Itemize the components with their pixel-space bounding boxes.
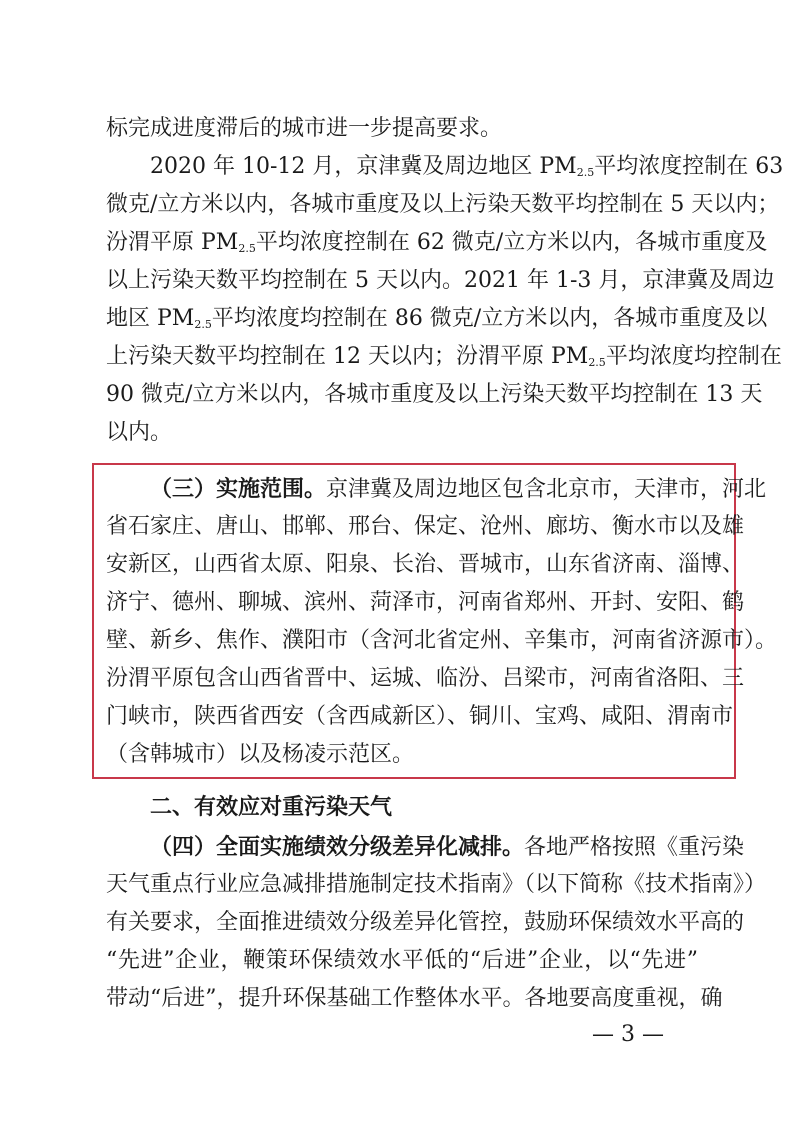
text-run: 天气重点行业应急减排措施制定技术指南》（以下简称《技术指南》） xyxy=(106,872,767,897)
paragraph-line xyxy=(106,342,782,372)
chapter-heading xyxy=(150,792,570,822)
text-run: 90 微克/立方米以内，各城市重度及以上污染天数平均控制在 13 天 xyxy=(106,382,763,407)
text-run: 京津冀及周边地区包含北京市，天津市，河北 xyxy=(326,477,767,502)
text-run: 平均浓度均控制在 86 微克/立方米以内，各城市重度及以 xyxy=(211,306,768,331)
paragraph-line xyxy=(150,152,784,182)
page-number-text: — 3 — xyxy=(592,1022,664,1047)
text-run: 安新区，山西省太原、阳泉、长治、晋城市，山东省济南、淄博、 xyxy=(106,552,745,577)
paragraph-line xyxy=(106,266,775,296)
text-run: 各地严格按照《重污染 xyxy=(524,835,745,860)
text-run: 省石家庄、唐山、邯郸、邢台、保定、沧州、廊坊、衡水市以及雄 xyxy=(106,514,745,539)
text-run: 有关要求，全面推进绩效分级差异化管控，鼓励环保绩效水平高的 xyxy=(106,910,745,935)
paragraph-line xyxy=(106,512,745,542)
text-run: 济宁、德州、聊城、滨州、菏泽市，河南省郑州、开封、安阳、鹤 xyxy=(106,590,745,615)
text-run: 平均浓度控制在 63 xyxy=(594,154,784,179)
text-run: 平均浓度均控制在 xyxy=(605,344,782,369)
paragraph-line xyxy=(106,984,723,1014)
paragraph-line xyxy=(106,908,745,938)
paragraph-line xyxy=(106,114,503,144)
text-run: 壁、新乡、焦作、濮阳市（含河北省定州、辛集市，河南省济源市）。 xyxy=(106,628,778,653)
paragraph-line xyxy=(106,550,745,580)
text-run: 微克/立方米以内，各城市重度及以上污染天数平均控制在 5 天以内； xyxy=(106,192,780,217)
text-run: 上污染天数平均控制在 12 天以内；汾渭平原 PM xyxy=(106,344,589,369)
text-run: “先进”企业，鞭策环保绩效水平低的“后进”企业，以“先进” xyxy=(106,948,698,973)
text-run: 汾渭平原包含山西省晋中、运城、临汾、吕梁市，河南省洛阳、三 xyxy=(106,666,745,691)
paragraph-line xyxy=(106,946,698,976)
text-run: 标完成进度滞后的城市进一步提高要求。 xyxy=(106,116,503,141)
paragraph-line xyxy=(106,626,778,656)
paragraph-line xyxy=(106,228,768,258)
paragraph-line xyxy=(106,870,767,900)
text-run: 2020 年 10-12 月，京津冀及周边地区 PM xyxy=(150,154,577,179)
paragraph-line xyxy=(106,664,745,694)
subscript: 2.5 xyxy=(588,356,606,369)
subscript: 2.5 xyxy=(238,242,256,255)
paragraph-line xyxy=(150,474,767,504)
paragraph-line xyxy=(106,588,745,618)
page-number xyxy=(592,1020,722,1050)
text-run: 带动“后进”，提升环保基础工作整体水平。各地要高度重视，确 xyxy=(106,986,723,1011)
heading-text: 二、有效应对重污染天气 xyxy=(150,794,393,820)
section-heading: （三）实施范围。 xyxy=(150,476,327,502)
text-run: 汾渭平原 PM xyxy=(106,230,239,255)
text-run: 地区 PM xyxy=(106,306,195,331)
paragraph-line xyxy=(106,304,768,334)
section-heading: （四）全面实施绩效分级差异化减排。 xyxy=(150,834,525,860)
text-run: （含韩城市）以及杨凌示范区。 xyxy=(106,742,415,767)
paragraph-line xyxy=(106,740,526,770)
text-run: 以内。 xyxy=(106,420,173,445)
paragraph-line xyxy=(106,380,763,410)
paragraph-line xyxy=(106,702,734,732)
paragraph-line xyxy=(150,832,745,862)
text-run: 门峡市，陕西省西安（含西咸新区）、铜川、宝鸡、咸阳、渭南市 xyxy=(106,704,734,729)
paragraph-line xyxy=(106,418,226,448)
subscript: 2.5 xyxy=(576,166,595,179)
subscript: 2.5 xyxy=(194,318,212,331)
paragraph-line xyxy=(106,190,780,220)
text-run: 以上污染天数平均控制在 5 天以内。2021 年 1-3 月，京津冀及周边 xyxy=(106,268,775,293)
text-run: 平均浓度控制在 62 微克/立方米以内，各城市重度及 xyxy=(255,230,768,255)
